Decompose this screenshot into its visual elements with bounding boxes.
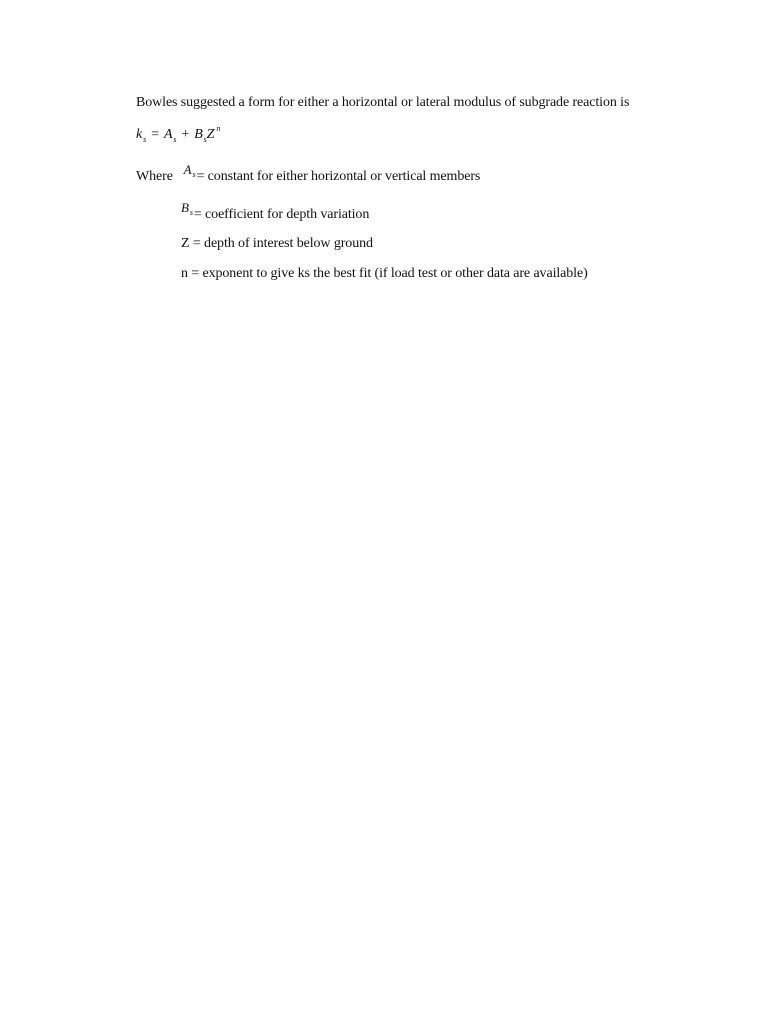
- definition-row-b: [181, 200, 370, 225]
- intro-paragraph: Bowles suggested a form for either a horizontal or lateral modulus of subgrade reaction is: [136, 95, 630, 110]
- eq-k-symbol: k: [136, 127, 143, 142]
- eq-z-symbol: Z: [206, 127, 215, 142]
- eq-a-subscript: s: [173, 135, 177, 144]
- definition-row-z: Z = depth of interest below ground: [181, 236, 373, 251]
- definition-b-symbol: $B_s$: [181, 200, 193, 217]
- eq-k-subscript: s: [143, 135, 147, 144]
- eq-equals: =: [151, 127, 159, 142]
- eq-b-subscript: s: [203, 135, 207, 144]
- definition-b-text: = coefficient for depth variation: [193, 207, 370, 222]
- definition-a-subscript: s: [192, 170, 196, 179]
- eq-n-exponent: n: [216, 124, 221, 133]
- definition-a-text: = constant for either horizontal or vertical members: [196, 169, 481, 184]
- definition-row-n: n = exponent to give ks the best fit (if load test or other data are available): [181, 266, 588, 281]
- definition-b-subscript: s: [189, 208, 193, 217]
- definition-row-a: [136, 162, 481, 187]
- definition-a-symbol: $A_s$: [183, 162, 196, 179]
- eq-a-symbol: A: [163, 127, 173, 142]
- eq-b-symbol: B: [194, 127, 203, 142]
- eq-plus: +: [181, 127, 190, 142]
- where-label: Where: [136, 169, 173, 184]
- equation: [136, 126, 220, 145]
